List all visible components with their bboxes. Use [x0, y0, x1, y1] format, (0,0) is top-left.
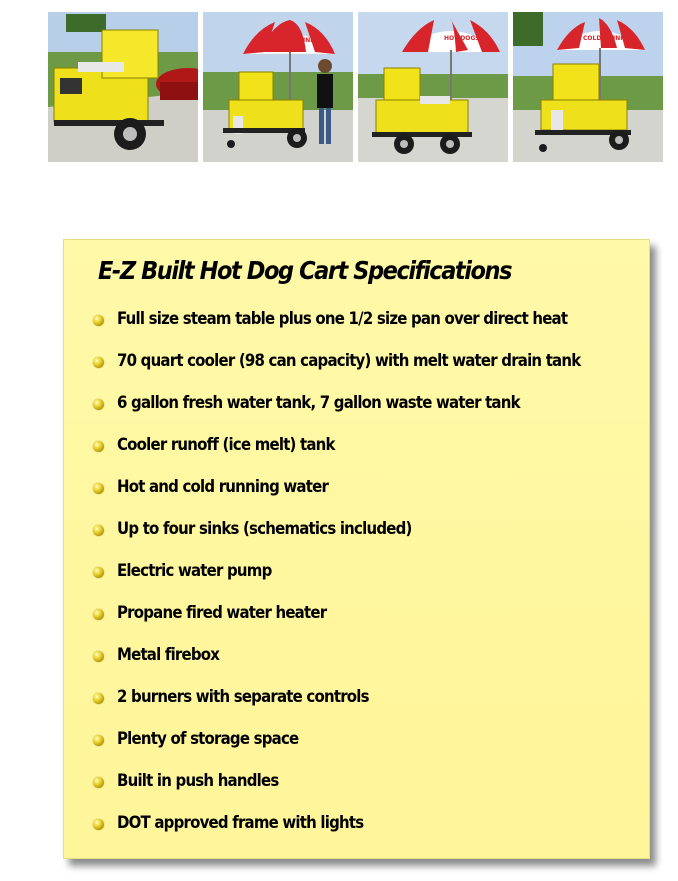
spec-item-text: Hot and cold running water: [117, 477, 329, 497]
spec-item-text: Plenty of storage space: [117, 729, 299, 749]
photo-gallery: [48, 12, 664, 162]
hot-dog-cart-photo: [513, 12, 663, 162]
hot-dog-cart-photo: [358, 12, 508, 162]
bullet-icon: [93, 357, 104, 368]
bullet-icon: [93, 651, 104, 662]
spec-item-text: Propane fired water heater: [117, 603, 327, 623]
spec-item-text: Electric water pump: [117, 561, 272, 581]
spec-item-text: 6 gallon fresh water tank, 7 gallon waste water tank: [117, 393, 520, 413]
bullet-icon: [93, 567, 104, 578]
spec-item-text: 70 quart cooler (98 can capacity) with melt water drain tank: [117, 351, 581, 371]
bullet-icon: [93, 609, 104, 620]
svg-text:COLD DRINKS: COLD DRINKS: [583, 35, 630, 42]
spec-item-text: Full size steam table plus one 1/2 size pan over direct heat: [117, 309, 568, 329]
cart-photo-2[interactable]: [203, 12, 353, 162]
spec-item-text: Metal firebox: [117, 645, 220, 665]
specifications-title: E-Z Built Hot Dog Cart Specifications: [98, 256, 512, 285]
cart-photo-4[interactable]: [513, 12, 663, 162]
cart-photo-1[interactable]: [48, 12, 198, 162]
spec-item-text: Cooler runoff (ice melt) tank: [117, 435, 335, 455]
bullet-icon: [93, 399, 104, 410]
spec-item-text: Built in push handles: [117, 771, 279, 791]
bullet-icon: [93, 441, 104, 452]
hot-dog-cart-photo: [203, 12, 353, 162]
bullet-icon: [93, 315, 104, 326]
cart-photo-3[interactable]: [358, 12, 508, 162]
spec-item-text: Up to four sinks (schematics included): [117, 519, 412, 539]
hot-dog-cart-photo: [48, 12, 198, 162]
bullet-icon: [93, 777, 104, 788]
spec-item-text: DOT approved frame with lights: [117, 813, 364, 833]
bullet-icon: [93, 693, 104, 704]
svg-text:COLD DRINKS: COLD DRINKS: [273, 37, 320, 44]
bullet-icon: [93, 735, 104, 746]
spec-item-text: 2 burners with separate controls: [117, 687, 369, 707]
bullet-icon: [93, 819, 104, 830]
svg-text:HOT DOGS: HOT DOGS: [444, 35, 480, 42]
bullet-icon: [93, 525, 104, 536]
bullet-icon: [93, 483, 104, 494]
specifications-panel: [63, 239, 650, 859]
